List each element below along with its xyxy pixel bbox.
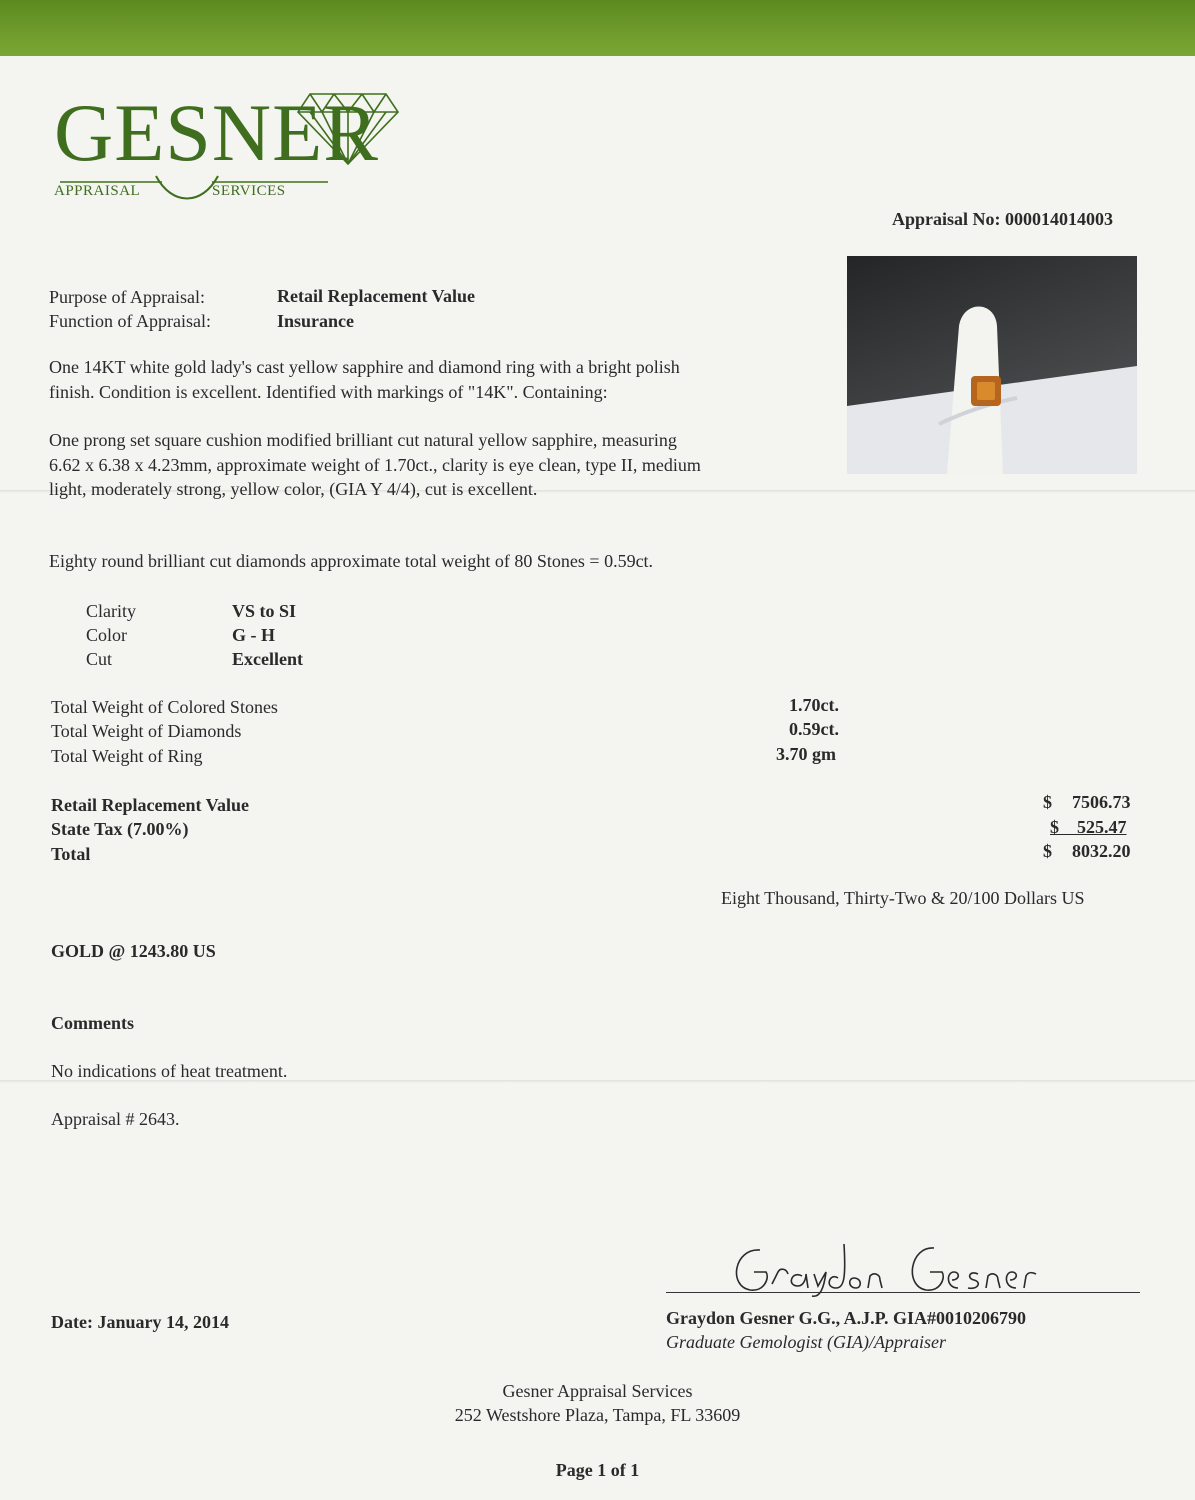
function-label: Function of Appraisal: [49,311,211,331]
weight-value: 3.70 gm [776,744,836,764]
appraiser-title: Graduate Gemologist (GIA)/Appraiser [666,1332,946,1352]
retail-value-label: Retail Replacement Value [51,795,249,815]
retail-currency: $ [1043,792,1052,812]
state-tax-label: State Tax (7.00%) [51,819,189,839]
diamond-icon [296,86,400,166]
sapphire-line: 6.62 x 6.38 x 4.23mm, approximate weight of 1.70ct., clarity is eye clean, type II, medium [49,455,701,475]
appraisal-date: Date: January 14, 2014 [51,1312,229,1332]
comments-heading: Comments [51,1013,134,1033]
weight-label: Total Weight of Ring [51,746,203,766]
description-line: finish. Condition is excellent. Identified with markings of "14K". Containing: [49,382,608,402]
description-line: One 14KT white gold lady's cast yellow sapphire and diamond ring with a bright polish [49,357,680,377]
total-value: 8032.20 [1072,841,1131,861]
purpose-value: Retail Replacement Value [277,286,475,306]
appraisal-number: Appraisal No: 000014014003 [892,209,1114,229]
total-label: Total [51,844,91,864]
purpose-label: Purpose of Appraisal: [49,287,205,307]
weight-value: 0.59ct. [789,719,839,739]
logo-subtext-right: SERVICES [212,183,286,199]
weight-label: Total Weight of Diamonds [51,721,242,741]
logo-wordmark: GESNER [54,87,379,178]
sapphire-line: light, moderately strong, yellow color, (GIA Y 4/4), cut is excellent. [49,479,538,499]
tax-value: 525.47 [1077,817,1127,837]
top-green-band [0,0,1195,56]
retail-value: 7506.73 [1072,792,1131,812]
footer-company [0,1381,1195,1402]
grade-value-cut: Excellent [232,649,303,669]
appraisal-number-note: Appraisal # 2643. [51,1109,180,1129]
weight-label: Total Weight of Colored Stones [51,697,278,717]
diamonds-line: Eighty round brilliant cut diamonds approximate total weight of 80 Stones = 0.59ct. [49,551,654,571]
footer-company-text: Gesner Appraisal Services [502,1381,693,1401]
grade-label-cut: Cut [86,649,113,669]
footer-address [0,1405,1195,1426]
comment-text: No indications of heat treatment. [51,1061,288,1081]
handwritten-signature [720,1238,1040,1298]
grade-label-clarity: Clarity [86,601,136,621]
signature-line [666,1292,1140,1293]
gold-price: GOLD @ 1243.80 US [51,941,216,961]
tax-amount [1050,817,1139,838]
logo-subtext-left: APPRAISAL [54,183,141,199]
amount-in-words: Eight Thousand, Thirty-Two & 20/100 Dollars US [721,888,1085,908]
ring-photo [847,256,1137,474]
page-number [0,1460,1195,1481]
page-number-text: Page 1 of 1 [555,1460,640,1480]
grade-label-color: Color [86,625,128,645]
function-value: Insurance [277,311,355,331]
footer-address-text: 252 Westshore Plaza, Tampa, FL 33609 [454,1405,741,1425]
sapphire-line: One prong set square cushion modified brilliant cut natural yellow sapphire, measuring [49,430,677,450]
ring-photo-illustration [847,256,1137,474]
grade-value-clarity: VS to SI [232,601,297,621]
grade-value-color: G - H [232,625,275,645]
total-currency: $ [1043,841,1052,861]
weight-value: 1.70ct. [789,695,839,715]
appraiser-name: Graydon Gesner G.G., A.J.P. GIA#0010206790 [666,1308,1027,1328]
tax-currency: $ [1050,817,1059,837]
